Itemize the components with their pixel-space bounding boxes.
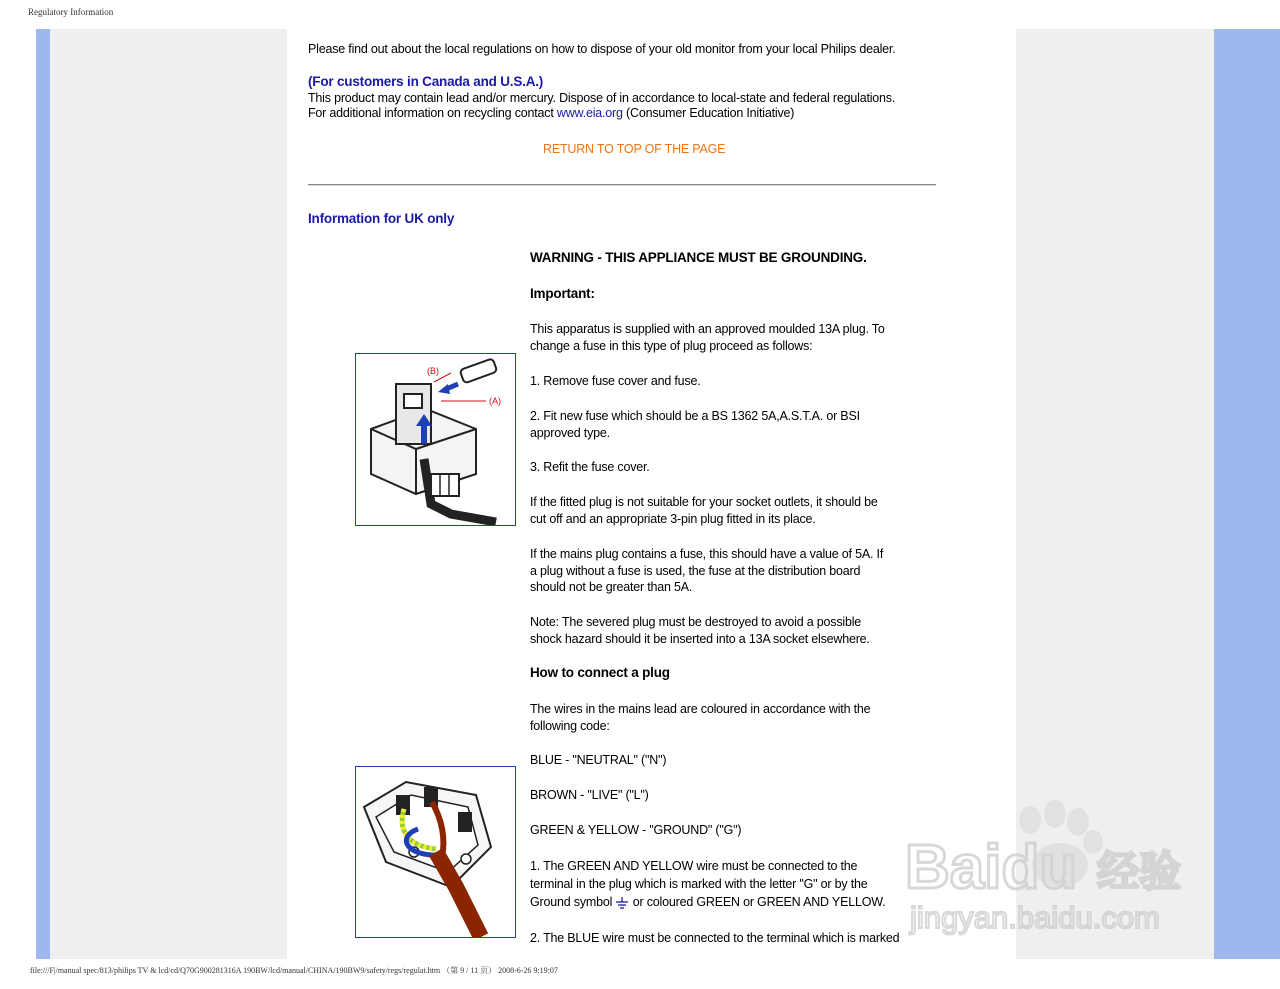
- connect-step-1-text: 1. The GREEN AND YELLOW wire must be connected to the terminal in the plug which is marked with the letter "G" or by the Ground symbol: [530, 859, 868, 909]
- baidu-watermark: [905, 800, 1205, 945]
- page-header-title: Regulatory Information: [28, 7, 114, 17]
- canada-line-2-suffix: (Consumer Education Initiative): [622, 106, 795, 120]
- step-3: 3. Refit the fuse cover.: [530, 460, 650, 474]
- important-heading: Important:: [530, 286, 595, 301]
- canada-heading: (For customers in Canada and U.S.A.): [308, 74, 544, 89]
- brown-wire-code: BROWN - "LIVE" ("L"): [530, 788, 649, 802]
- return-to-top-link[interactable]: RETURN TO TOP OF THE PAGE: [543, 142, 726, 156]
- connect-step-2: 2. The BLUE wire must be connected to the terminal which is marked: [530, 931, 900, 945]
- connect-step-1: [530, 857, 892, 911]
- eia-link[interactable]: www.eia.org: [556, 106, 623, 120]
- fig-label-b: (B): [427, 366, 439, 376]
- left-gray-panel: [50, 29, 287, 959]
- right-blue-bar: [1214, 29, 1280, 959]
- fuse-value-text: If the mains plug contains a fuse, this should have a value of 5A. If a plug without a fuse is used, the fuse at the distribution board should not be greater than 5A.: [530, 547, 884, 594]
- green-yellow-wire-code: GREEN & YELLOW - "GROUND" ("G"): [530, 823, 742, 837]
- page-footer-path: file:///F|/manual spec/813/philips TV & lcd/cd/Q70G900281316A 190BW/lcd/manual/CHINA/190BW9/safety/regs/regulat.htm （第 9 / 11 页） 2008-6-26 9:19:07: [30, 966, 558, 975]
- divider: [308, 184, 936, 186]
- watermark-cn: 经验: [1097, 847, 1182, 896]
- plug-wiring-illustration: [356, 767, 515, 937]
- disposal-text: Please find out about the local regulations on how to dispose of your old monitor from your local Philips dealer.: [308, 42, 896, 56]
- canada-line-2-prefix: For additional information on recycling contact: [308, 106, 557, 120]
- fuse-intro: This apparatus is supplied with an approved moulded 13A plug. To change a fuse in this type of plug proceed as follows:: [530, 322, 885, 353]
- ground-symbol-icon: [615, 896, 629, 910]
- connect-plug-heading: How to connect a plug: [530, 665, 670, 680]
- watermark-url: jingyan.baidu.com: [910, 900, 1160, 935]
- connect-step-1-text-2: or coloured GREEN or GREEN AND YELLOW.: [632, 895, 886, 909]
- fuse-plug-illustration: [356, 354, 515, 525]
- uk-heading: Information for UK only: [308, 211, 455, 226]
- watermark-brand: Baidu: [905, 833, 1078, 902]
- blue-wire-code: BLUE - "NEUTRAL" ("N"): [530, 753, 667, 767]
- step-2: 2. Fit new fuse which should be a BS 1362 5A,A.S.T.A. or BSI approved type.: [530, 409, 860, 440]
- plug-wiring-figure: [355, 766, 516, 938]
- left-blue-bar: [36, 29, 50, 959]
- plug-not-suitable-text: If the fitted plug is not suitable for your socket outlets, it should be cut off and an appropriate 3-pin plug fitted in its place.: [530, 495, 878, 526]
- warning-heading: WARNING - THIS APPLIANCE MUST BE GROUNDING.: [530, 250, 867, 265]
- fuse-replacement-figure: [355, 353, 516, 526]
- fig-label-a: (A): [489, 396, 501, 406]
- canada-line-2: [308, 105, 794, 122]
- severed-plug-note: Note: The severed plug must be destroyed to avoid a possible shock hazard should it be inserted into a 13A socket elsewhere.: [530, 615, 870, 646]
- step-1: 1. Remove fuse cover and fuse.: [530, 374, 701, 388]
- wire-colour-intro: The wires in the mains lead are coloured in accordance with the following code:: [530, 702, 871, 733]
- baidu-paw-logo: [905, 800, 1205, 940]
- canada-line-1: This product may contain lead and/or mercury. Dispose of in accordance to local-state and federal regulations.: [308, 91, 896, 105]
